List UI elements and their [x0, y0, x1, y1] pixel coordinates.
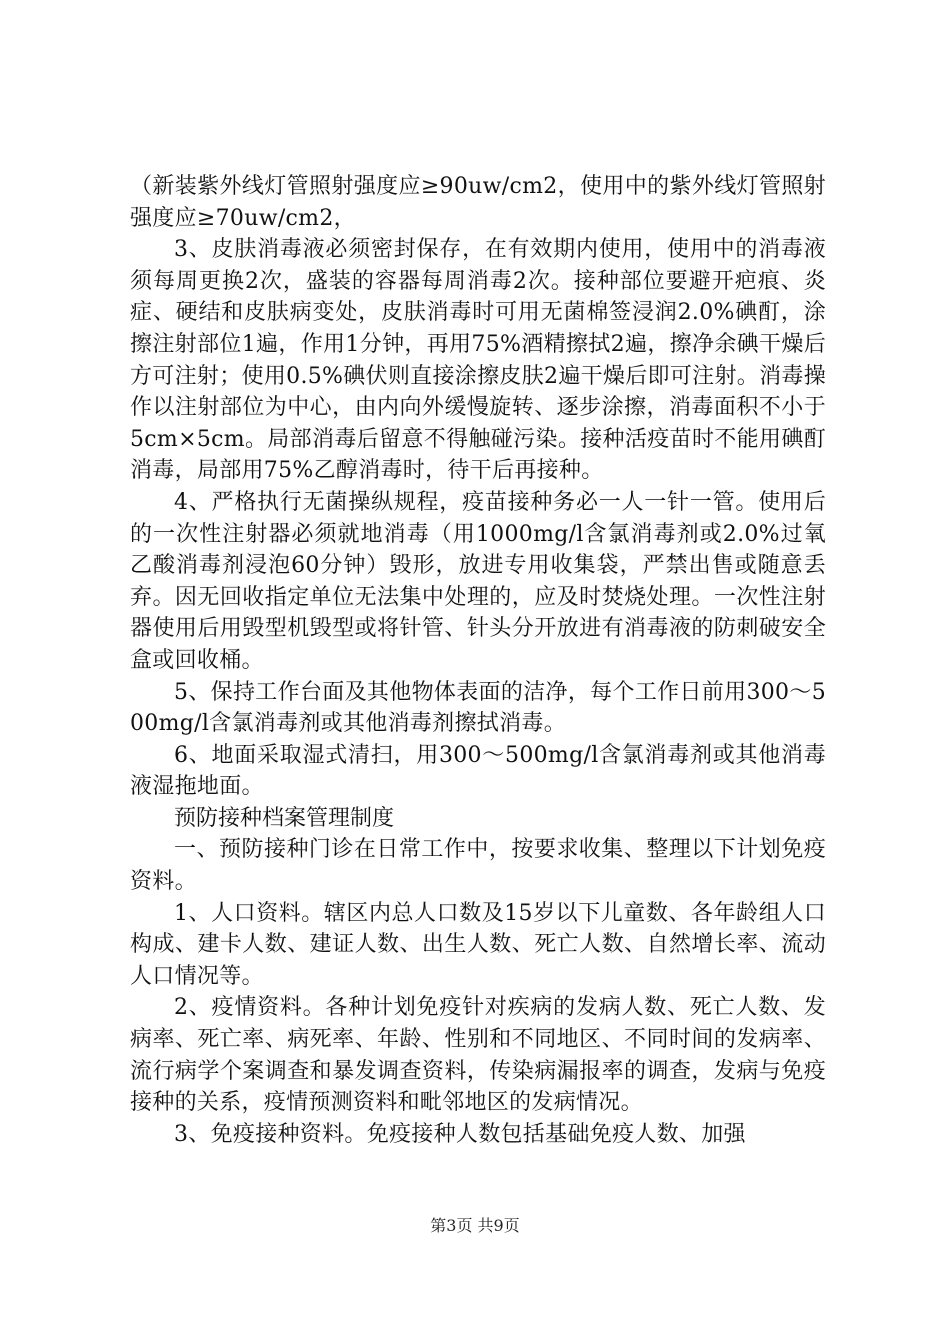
paragraph-collect-materials: 一、预防接种门诊在日常工作中，按要求收集、整理以下计划免疫资料。	[130, 837, 826, 895]
paragraph-uv-lamp: （新装紫外线灯管照射强度应≥90uw/cm2，使用中的紫外线灯管照射强度应≥70uw/cm2，	[130, 174, 826, 231]
page-number-footer: 第3页 共9页	[430, 1216, 520, 1235]
section-heading: 预防接种档案管理制度	[174, 805, 395, 831]
paragraph-floor-cleaning: 6、地面采取湿式清扫，用300～500mg/l含氯消毒剂或其他消毒液湿拖地面。	[130, 742, 826, 800]
paragraph-aseptic-procedure: 4、严格执行无菌操纵规程，疫苗接种务必一人一针一管。使用后的一次性注射器必须就地消毒（用1000mg/l含氯消毒剂或2.0%过氧乙酸消毒剂浸泡60分钟）毁形，放进专用收集袋，严禁出售或随意丢弃。因无回收指定单位无法集中处理的，应及时焚烧处理。一次性注射器使用后用毁型机毁型或将针管、针头分开放进有消毒液的防刺破安全盒或回收桶。	[130, 489, 826, 673]
paragraph-population-data: 1、人口资料。辖区内总人口数及15岁以下儿童数、各年龄组人口构成、建卡人数、建证人数、出生人数、死亡人数、自然增长率、流动人口情况等。	[130, 900, 826, 989]
paragraph-epidemic-data: 2、疫情资料。各种计划免疫针对疾病的发病人数、死亡人数、发病率、死亡率、病死率、年龄、性别和不同地区、不同时间的发病率、流行病学个案调查和暴发调查资料，传染病漏报率的调查，发病与免疫接种的关系，疫情预测资料和毗邻地区的发病情况。	[130, 995, 826, 1116]
document-body	[130, 171, 826, 1150]
paragraph-immunization-data: 3、免疫接种资料。免疫接种人数包括基础免疫人数、加强	[174, 1121, 746, 1147]
paragraph-skin-disinfection: 3、皮肤消毒液必须密封保存，在有效期内使用，使用中的消毒液须每周更换2次，盛装的容器每周消毒2次。接种部位要避开疤痕、炎症、硬结和皮肤病变处，皮肤消毒时可用无菌棉签浸润2.0%碘酊，涂擦注射部位1遍，作用1分钟，再用75%酒精擦拭2遍，擦净余碘干燥后方可注射；使用0.5%碘伏则直接涂擦皮肤2遍干燥后即可注射。消毒操作以注射部位为中心，由内向外缓慢旋转、逐步涂擦，消毒面积不小于5cm×5cm。局部消毒后留意不得触碰污染。接种活疫苗时不能用碘酊消毒，局部用75%乙醇消毒时，待干后再接种。	[130, 237, 826, 484]
paragraph-surface-cleaning: 5、保持工作台面及其他物体表面的洁净，每个工作日前用300～500mg/l含氯消毒剂或其他消毒剂擦拭消毒。	[130, 679, 826, 737]
